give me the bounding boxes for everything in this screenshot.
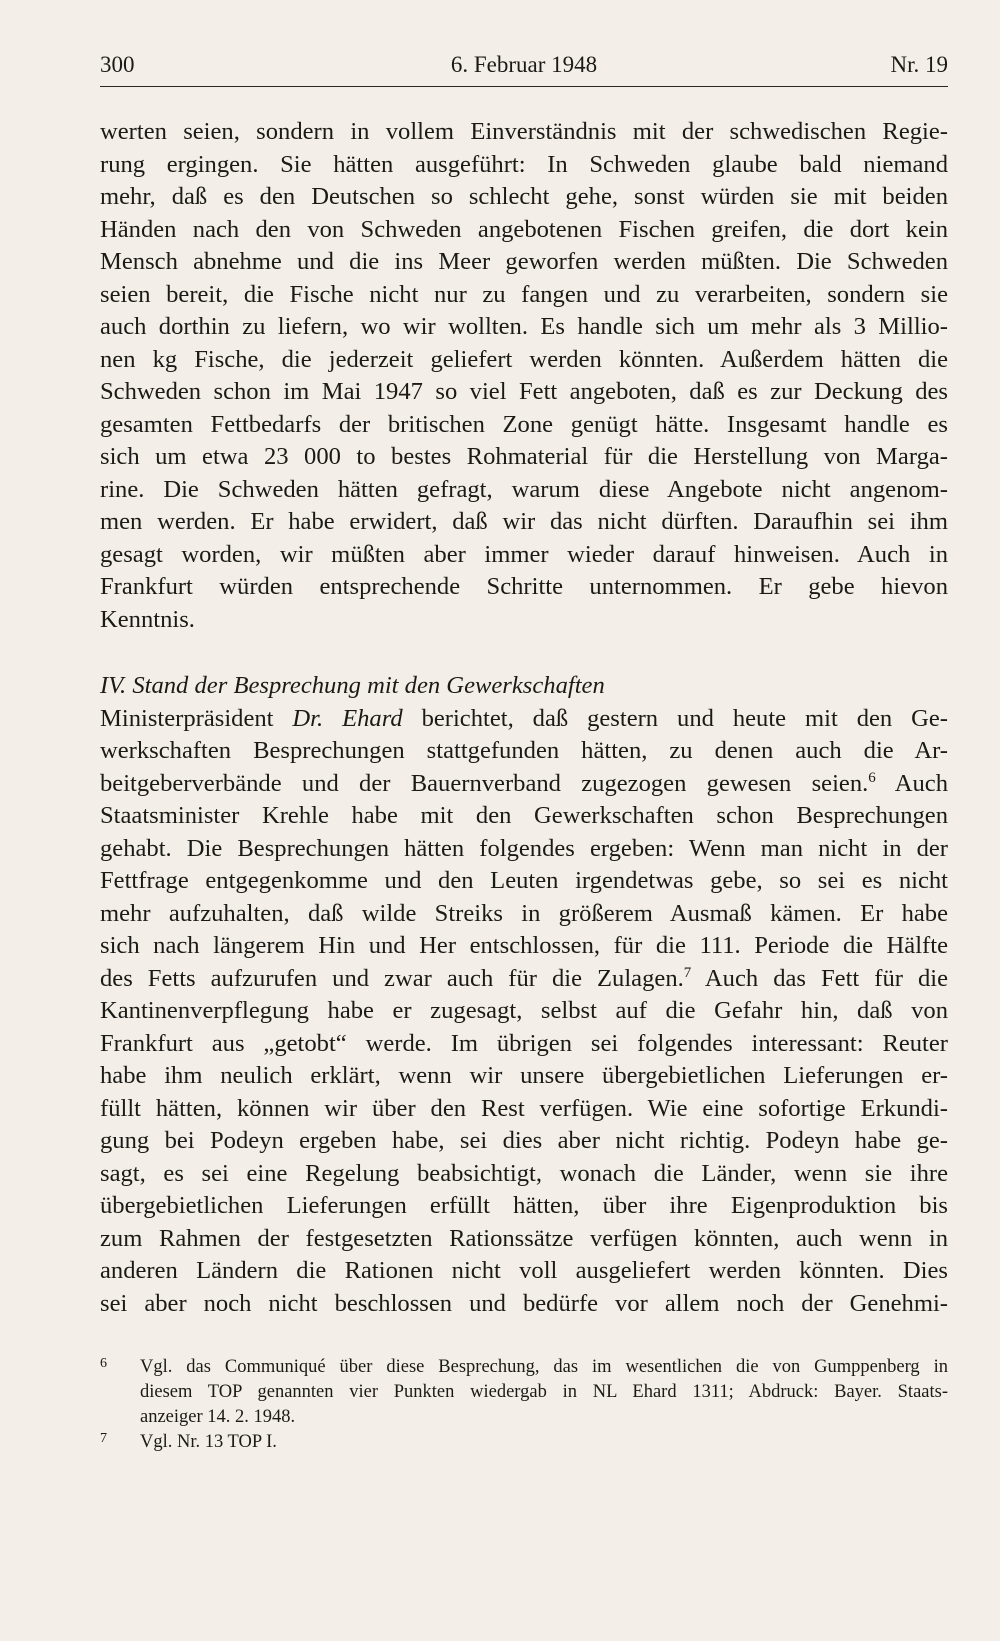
text-line: Ministerpräsident Dr. Ehard berichtet, daß gestern und heute mit den Ge- bbox=[100, 704, 948, 732]
text-line: Fettfrage entgegenkomme und den Leuten irgendetwas gebe, so sei es nicht bbox=[100, 867, 948, 894]
text-line: rung ergingen. Sie hätten ausgeführt: In Schweden glaube bald niemand bbox=[100, 150, 948, 178]
text-line: werten seien, sondern in vollem Einverständnis mit der schwedischen Regie- bbox=[100, 118, 948, 145]
footnote-mark: 6 bbox=[100, 1356, 107, 1371]
footnote-ref[interactable]: 7 bbox=[683, 964, 692, 981]
text-line: gehabt. Die Besprechungen hätten folgendes ergeben: Wenn man nicht in der bbox=[100, 834, 948, 862]
paragraph-swedish-offers bbox=[100, 116, 948, 636]
text-line: füllt hätten, können wir über den Rest verfügen. Wie eine sofortige Erkundi- bbox=[100, 1094, 948, 1122]
text-line: men werden. Er habe erwidert, daß wir das nicht dürften. Daraufhin sei ihm bbox=[100, 508, 948, 535]
text-line: Händen nach den von Schweden angebotenen Fischen greifen, die dort kein bbox=[100, 215, 948, 243]
text-line: beitgeberverbände und der Bauernverband zugezogen gewesen seien.$^6$ Auch bbox=[100, 769, 948, 797]
text-line: Schweden schon im Mai 1947 so viel Fett angeboten, daß es zur Deckung des bbox=[100, 378, 948, 405]
running-header bbox=[100, 52, 948, 88]
footnote-6 bbox=[100, 1355, 948, 1430]
text-line: Staatsminister Krehle habe mit den Gewerkschaften schon Besprechungen bbox=[100, 802, 948, 829]
text-line: habe ihm neulich erklärt, wenn wir unsere übergebietlichen Lieferungen er- bbox=[100, 1062, 948, 1089]
text-line: Mensch abnehme und die ins Meer geworfen werden müßten. Die Schweden bbox=[100, 248, 948, 275]
text-line: Frankfurt würden entsprechende Schritte unternommen. Er gebe hievon bbox=[100, 573, 948, 600]
text-line: mehr aufzuhalten, daß wilde Streiks in größerem Ausmaß kämen. Er habe bbox=[100, 899, 948, 927]
text-line: zum Rahmen der festgesetzten Rationssätze verfügen könnten, auch wenn in bbox=[100, 1224, 948, 1252]
text-line: rine. Die Schweden hätten gefragt, warum diese Angebote nicht angenom- bbox=[100, 475, 948, 503]
text-line: werkschaften Besprechungen stattgefunden hätten, zu denen auch die Ar- bbox=[100, 737, 948, 764]
text-line: anderen Ländern die Rationen nicht voll ausgeliefert werden könnten. Dies bbox=[100, 1257, 948, 1284]
footnote-7 bbox=[100, 1430, 948, 1455]
issue-number: Nr. 19 bbox=[890, 52, 948, 77]
text-line: sagt, es sei eine Regelung beabsichtigt, wonach die Länder, wenn sie ihre bbox=[100, 1159, 948, 1187]
footnote-line: diesem TOP genannten vier Punkten wiedergab in NL Ehard 1311; Abdruck: Bayer. Staats- bbox=[140, 1382, 948, 1402]
paragraph-unions-meeting bbox=[100, 703, 948, 1321]
text-line: sich um etwa 23 000 to bestes Rohmaterial für die Herstellung von Marga- bbox=[100, 443, 948, 470]
footnote-mark: 7 bbox=[100, 1431, 107, 1446]
header-date: 6. Februar 1948 bbox=[450, 52, 598, 77]
text-line: Frankfurt aus „getobt“ werde. Im übrigen sei folgendes interessant: Reuter bbox=[100, 1029, 948, 1057]
text-line: gung bei Podeyn ergeben habe, sei dies aber nicht richtig. Podeyn habe ge- bbox=[100, 1127, 948, 1154]
text-line: Kenntnis. bbox=[100, 605, 195, 633]
header-rule bbox=[100, 86, 948, 87]
text-line: gesamten Fettbedarfs der britischen Zone genügt hätte. Insgesamt handle es bbox=[100, 410, 948, 438]
section-heading: IV. Stand der Besprechung mit den Gewerkschaften bbox=[100, 672, 605, 699]
person-name: Dr. Ehard bbox=[292, 704, 403, 732]
body-text bbox=[100, 116, 948, 1320]
text-line: sei aber noch nicht beschlossen und bedürfe vor allem noch der Genehmi- bbox=[100, 1289, 948, 1317]
footnote-line: anzeiger 14. 2. 1948. bbox=[140, 1407, 296, 1427]
footnote-line: Vgl. Nr. 13 TOP I. bbox=[140, 1432, 277, 1452]
text-line: nen kg Fische, die jederzeit geliefert werden könnten. Außerdem hätten die bbox=[100, 345, 948, 373]
page-number: 300 bbox=[100, 52, 135, 77]
footnote-ref[interactable]: 6 bbox=[868, 769, 876, 786]
text-line: des Fetts aufzurufen und zwar auch für die Zulagen.$^7$ Auch das Fett für die bbox=[100, 964, 949, 992]
text-line: Kantinenverpflegung habe er zugesagt, selbst auf die Gefahr hin, daß von bbox=[100, 997, 948, 1024]
text-line: sich nach längerem Hin und Her entschlossen, für die 111. Periode die Hälfte bbox=[100, 932, 948, 959]
footnote-line: Vgl. das Communiqué über diese Besprechung, das im wesentlichen die von Gumppenberg in bbox=[140, 1357, 948, 1377]
text-line: seien bereit, die Fische nicht nur zu fangen und zu verarbeiten, sondern sie bbox=[100, 280, 948, 308]
text-line: auch dorthin zu liefern, wo wir wollten. Es handle sich um mehr als 3 Millio- bbox=[100, 313, 948, 340]
text-line: übergebietlichen Lieferungen erfüllt hätten, über ihre Eigenproduktion bis bbox=[100, 1192, 948, 1219]
text-line: mehr, daß es den Deutschen so schlecht gehe, sonst würden sie mit beiden bbox=[100, 183, 948, 210]
text-line: gesagt worden, wir müßten aber immer wieder darauf hinweisen. Auch in bbox=[100, 540, 948, 568]
footnotes bbox=[100, 1355, 948, 1455]
